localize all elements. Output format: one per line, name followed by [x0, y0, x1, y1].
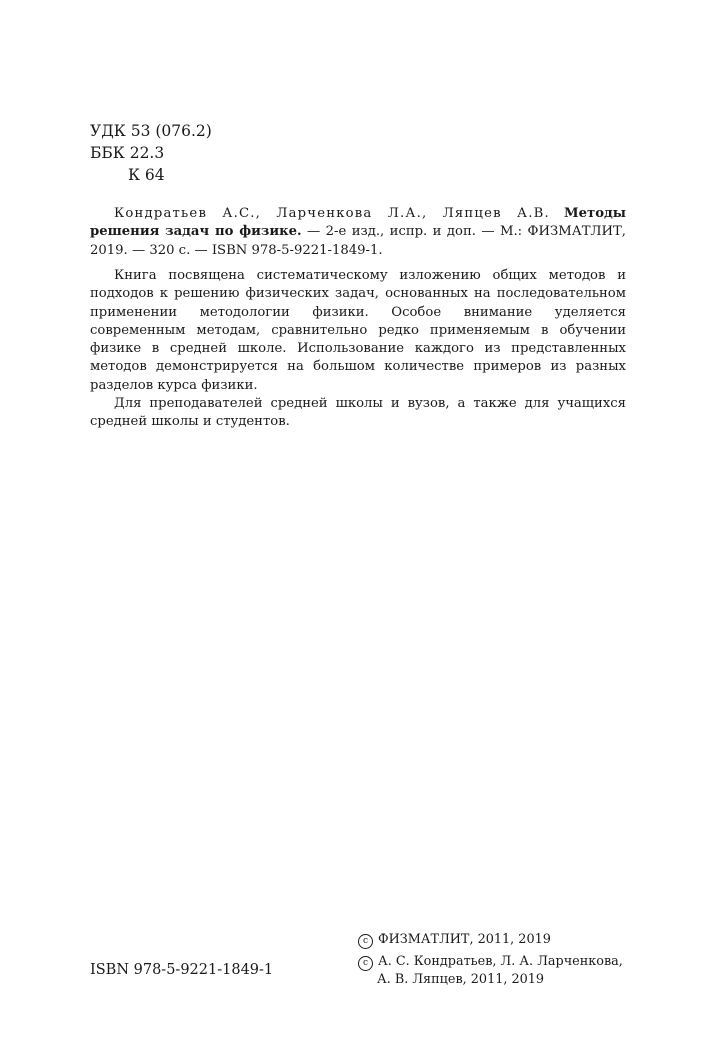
copyright-icon: c — [358, 934, 373, 949]
author-mark: К 64 — [128, 166, 165, 184]
abstract-paragraph-1: Книга посвящена систематическому изложению общих методов и подходов к решению физических задач, основанных на последовательном применении методологии физики. Особое внимание уделяется современным методам, сравнительно редко применяемым в обучении физике в средней школе. Использование каждого из представленных методов демонстрируется на большом количестве примеров из разных разделов курса физики. — [90, 268, 626, 393]
bibliographic-entry — [90, 205, 626, 260]
copyright-authors — [358, 953, 623, 971]
abstract-paragraph-2: Для преподавателей средней школы и вузов, а также для учащихся средней школы и студентов. — [90, 396, 626, 430]
book-title: Методы решения задач по физике. — [90, 206, 627, 240]
copyright-icon: c — [358, 956, 373, 971]
isbn: ISBN 978-5-9221-1849-1 — [90, 962, 274, 978]
copyright-authors-text-2: А. В. Ляпцев, 2011, 2019 — [377, 972, 545, 987]
edition-details: — 2-е изд., испр. и доп. — М.: ФИЗМАТЛИТ, 2019. — 320 с. — ISBN 978-5-9221-1849-1. — [90, 224, 626, 258]
copyright-block — [358, 931, 623, 989]
authors: Кондратьев А.С., Ларченкова Л.А., Ляпцев А.В. — [114, 206, 550, 221]
copyright-publisher-text: ФИЗМАТЛИТ, 2011, 2019 — [378, 932, 551, 947]
copyright-authors-text-1: А. С. Кондратьев, Л. А. Ларченкова, — [378, 954, 623, 969]
catalog-codes — [90, 120, 212, 186]
bbk-code: ББК 22.3 — [90, 144, 165, 162]
abstract — [90, 267, 626, 432]
copyright-publisher — [358, 931, 623, 949]
udk-code: УДК 53 (076.2) — [90, 122, 212, 140]
